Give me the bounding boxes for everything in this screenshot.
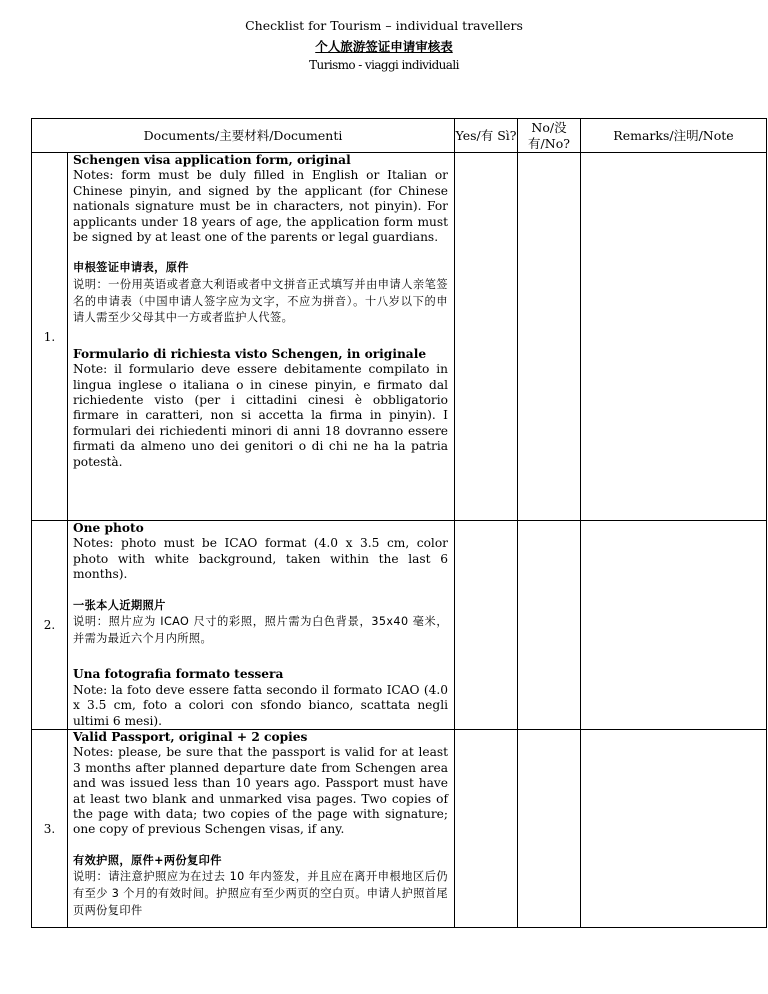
remarks-cell[interactable] — [581, 153, 767, 521]
no-checkbox-cell[interactable] — [518, 153, 581, 521]
no-checkbox-cell[interactable] — [518, 521, 581, 730]
doc-title-zh: 有效护照，原件+两份复印件 — [73, 853, 222, 867]
documents-column-header: Documents/主要材料/Documenti — [32, 119, 455, 153]
title-english: Checklist for Tourism – individual travellers — [245, 18, 523, 33]
no-column-label: No/没有/No? — [528, 119, 570, 151]
row-number: 2. — [32, 521, 68, 730]
doc-title-en: Valid Passport, original + 2 copies — [73, 730, 308, 745]
table-row — [32, 153, 767, 521]
doc-note-it: Note: la foto deve essere fatta secondo il formato ICAO (4.0 x 3.5 cm, foto a colori con sfondo bianco, scattata negli ultimi 6 mesi). — [73, 682, 448, 728]
no-checkbox-cell[interactable] — [518, 730, 581, 928]
yes-checkbox-cell[interactable] — [455, 730, 518, 928]
doc-note-it: Note: il formulario deve essere debitamente compilato in lingua inglese o italiana o in cinese pinyin, e firmato dal richiedente visto (per i cittadini cinesi è obbligatorio firmare in caratteri, non si accetta la firma in pinyin). I formulari dei richiedenti minori di anni 18 dovranno essere firmati da almeno uno dei genitori o di chi ne ha la patria potestà. — [73, 362, 448, 469]
doc-title-it: Una fotografia formato tessera — [73, 667, 284, 682]
doc-title-it: Formulario di richiesta visto Schengen, in originale — [73, 346, 427, 361]
doc-title-en: One photo — [73, 521, 144, 535]
checklist-table — [31, 118, 767, 928]
document-description — [68, 153, 455, 521]
yes-column-label: Yes/有 Sì? — [455, 127, 517, 143]
no-column-header — [518, 119, 581, 153]
table-row — [32, 730, 767, 928]
document-description — [68, 730, 455, 928]
remarks-cell[interactable] — [581, 730, 767, 928]
doc-note-en: Notes: photo must be ICAO format (4.0 x 3.5 cm, color photo with white background, taken within the last 6 months). — [73, 536, 448, 582]
doc-note-en: Notes: form must be duly filled in English or Italian or Chinese pinyin, and signed by the applicant (for Chinese nationals signature must be in characters, not pinyin). For applicants under 18 years of age, the application form must be signed by at least one of the parents or legal guardians. — [73, 168, 448, 245]
doc-title-zh: 申根签证申请表，原件 — [73, 261, 189, 275]
yes-column-header — [455, 119, 518, 153]
doc-note-zh: 说明：一份用英语或者意大利语或者中文拼音正式填写并由申请人亲笔签名的申请表（中国申请人签字应为文字，不应为拼音）。十八岁以下的申请人需至少父母其中一方或者监护人代签。 — [73, 278, 448, 325]
yes-checkbox-cell[interactable] — [455, 521, 518, 730]
title-italian: Turismo - viaggi individuali — [309, 58, 459, 72]
yes-checkbox-cell[interactable] — [455, 153, 518, 521]
doc-note-zh: 说明：照片应为 ICAO 尺寸的彩照，照片需为白色背景，35x40 毫米，并需为最近六个月内所照。 — [73, 615, 448, 645]
table-row — [32, 521, 767, 730]
remarks-cell[interactable] — [581, 521, 767, 730]
row-number: 3. — [32, 730, 68, 928]
table-header-row — [32, 119, 767, 153]
doc-note-en: Notes: please, be sure that the passport is valid for at least 3 months after planned departure date from Schengen area and was issued less than 10 years ago. Passport must have at least two blank and unmarked visa pages. Two copies of the page with data; two copies of the page with signature; one copy of previous Schengen visas, if any. — [73, 745, 448, 837]
document-description — [68, 521, 455, 730]
title-chinese: 个人旅游签证申请审核表 — [315, 39, 453, 54]
row-number: 1. — [32, 153, 68, 521]
remarks-column-header: Remarks/注明/Note — [581, 119, 767, 153]
doc-title-en: Schengen visa application form, original — [73, 153, 351, 167]
doc-note-zh: 说明：请注意护照应为在过去 10 年内签发，并且应在离开申根地区后仍有至少 3 个月的有效时间。护照应有至少两页的空白页。申请人护照首尾页两份复印件 — [73, 870, 448, 917]
doc-title-zh: 一张本人近期照片 — [73, 598, 166, 612]
